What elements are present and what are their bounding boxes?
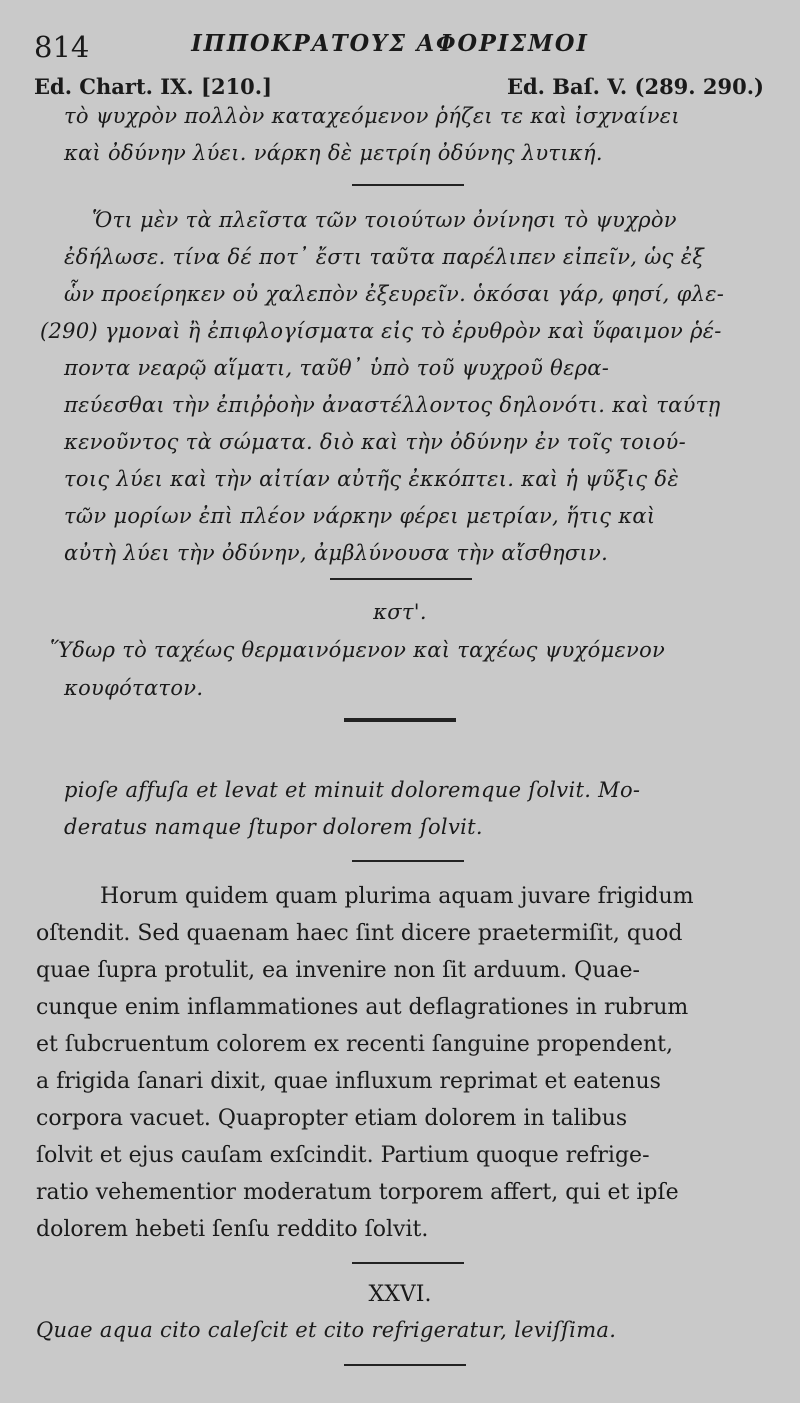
latin-commentary-line: ſolvit et ejus cauſam exſcindit. Partium quoque refrige- xyxy=(36,1143,650,1168)
greek-commentary-line: τοις λύει καὶ τὴν αἰτίαν αὐτῆς ἐκκόπτει. καὶ ἡ ψῦξις δὲ xyxy=(64,467,679,491)
greek-commentary-line: κενοῦντος τὰ σώματα. διὸ καὶ τὴν ὀδύνην ἐν τοῖς τοιού- xyxy=(64,430,686,454)
greek-commentary-line: τῶν μορίων ἐπὶ πλέον νάρκην φέρει μετρίαν, ἥτις καὶ xyxy=(64,504,656,528)
greek-commentary-line: Ὅτι μὲν τὰ πλεῖστα τῶν τοιούτων ὀνίνησι τὸ ψυχρὸν xyxy=(92,208,677,232)
section-divider xyxy=(352,1262,464,1264)
greek-section-number: κστ'. xyxy=(373,600,427,624)
latin-commentary-line: ratio vehementior moderatum torporem affert, qui et ipſe xyxy=(36,1180,679,1205)
latin-intro-line: pioſe affuſa et levat et minuit doloremque ſolvit. Mo- xyxy=(64,778,641,802)
section-divider xyxy=(352,860,464,862)
greek-commentary-line: πεύεσθαι τὴν ἐπιῤῥοὴν ἀναστέλλοντος δηλονότι. καὶ ταύτῃ xyxy=(64,393,721,417)
latin-commentary-line: a frigida ſanari dixit, quae influxum reprimat et eatenus xyxy=(36,1069,661,1094)
latin-commentary-line: quae ſupra protulit, ea invenire non ſit arduum. Quae- xyxy=(36,958,640,983)
greek-commentary-line: ἐδήλωσε. τίνα δέ ποτ᾽ ἔστι ταῦτα παρέλιπεν εἰπεῖν, ὡς ἐξ xyxy=(64,245,705,269)
latin-commentary-line: oſtendit. Sed quaenam haec ſint dicere praetermiſit, quod xyxy=(36,921,683,946)
greek-commentary-line: (290) γμοναὶ ἢ ἐπιφλογίσματα εἰς τὸ ἐρυθρὸν καὶ ὕφαιμον ῥέ- xyxy=(40,319,722,343)
greek-intro-line: τὸ ψυχρὸν πολλὸν καταχεόμενον ῥήζει τε καὶ ἰσχναίνει xyxy=(64,104,680,128)
running-title: ΙΠΠΟΚΡΑΤΟΥΣ ΑΦΟΡΙΣΜΟΙ xyxy=(191,30,589,57)
latin-commentary-line: et ſubcruentum colorem ex recenti ſanguine propendent, xyxy=(36,1032,674,1057)
edition-reference-right: Ed. Baſ. V. (289. 290.) xyxy=(506,74,764,99)
latin-commentary-line: corpora vacuet. Quapropter etiam dolorem in talibus xyxy=(36,1106,628,1131)
section-divider xyxy=(352,184,464,186)
edition-reference-left: Ed. Chart. IX. [210.] xyxy=(34,74,273,99)
latin-aphorism: Quae aqua cito caleſcit et cito refrigeratur, leviſſima. xyxy=(36,1318,617,1342)
page-number: 814 xyxy=(34,30,90,64)
greek-aphorism-line: κουφότατον. xyxy=(64,676,204,700)
greek-intro-line: καὶ ὀδύνην λύει. νάρκη δὲ μετρίη ὀδύνης λυτική. xyxy=(64,141,603,165)
section-divider xyxy=(344,1364,466,1366)
section-divider xyxy=(330,578,472,580)
latin-intro-line: deratus namque ſtupor dolorem ſolvit. xyxy=(64,815,483,839)
greek-commentary-line: αὐτὴ λύει τὴν ὀδύνην, ἀμβλύνουσα τὴν αἴσθησιν. xyxy=(64,541,609,565)
latin-commentary-line: Horum quidem quam plurima aquam juvare frigidum xyxy=(100,884,694,909)
latin-commentary-line: dolorem hebeti ſenſu reddito ſolvit. xyxy=(36,1217,429,1242)
greek-commentary-line: ὧν προείρηκεν οὐ χαλεπὸν ἐξευρεῖν. ὁκόσαι γάρ, φησί, φλε- xyxy=(64,282,725,306)
latin-section-number: XXVI. xyxy=(368,1282,432,1307)
column-divider xyxy=(344,718,456,722)
latin-commentary-line: cunque enim inflammationes aut deflagrationes in rubrum xyxy=(36,995,689,1020)
greek-commentary-line: ποντα νεαρῷ αἵματι, ταῦθ᾽ ὑπὸ τοῦ ψυχροῦ θερα- xyxy=(64,356,610,380)
greek-aphorism-line: Ὕδωρ τὸ ταχέως θερμαινόμενον καὶ ταχέως ψυχόμενον xyxy=(50,638,666,662)
